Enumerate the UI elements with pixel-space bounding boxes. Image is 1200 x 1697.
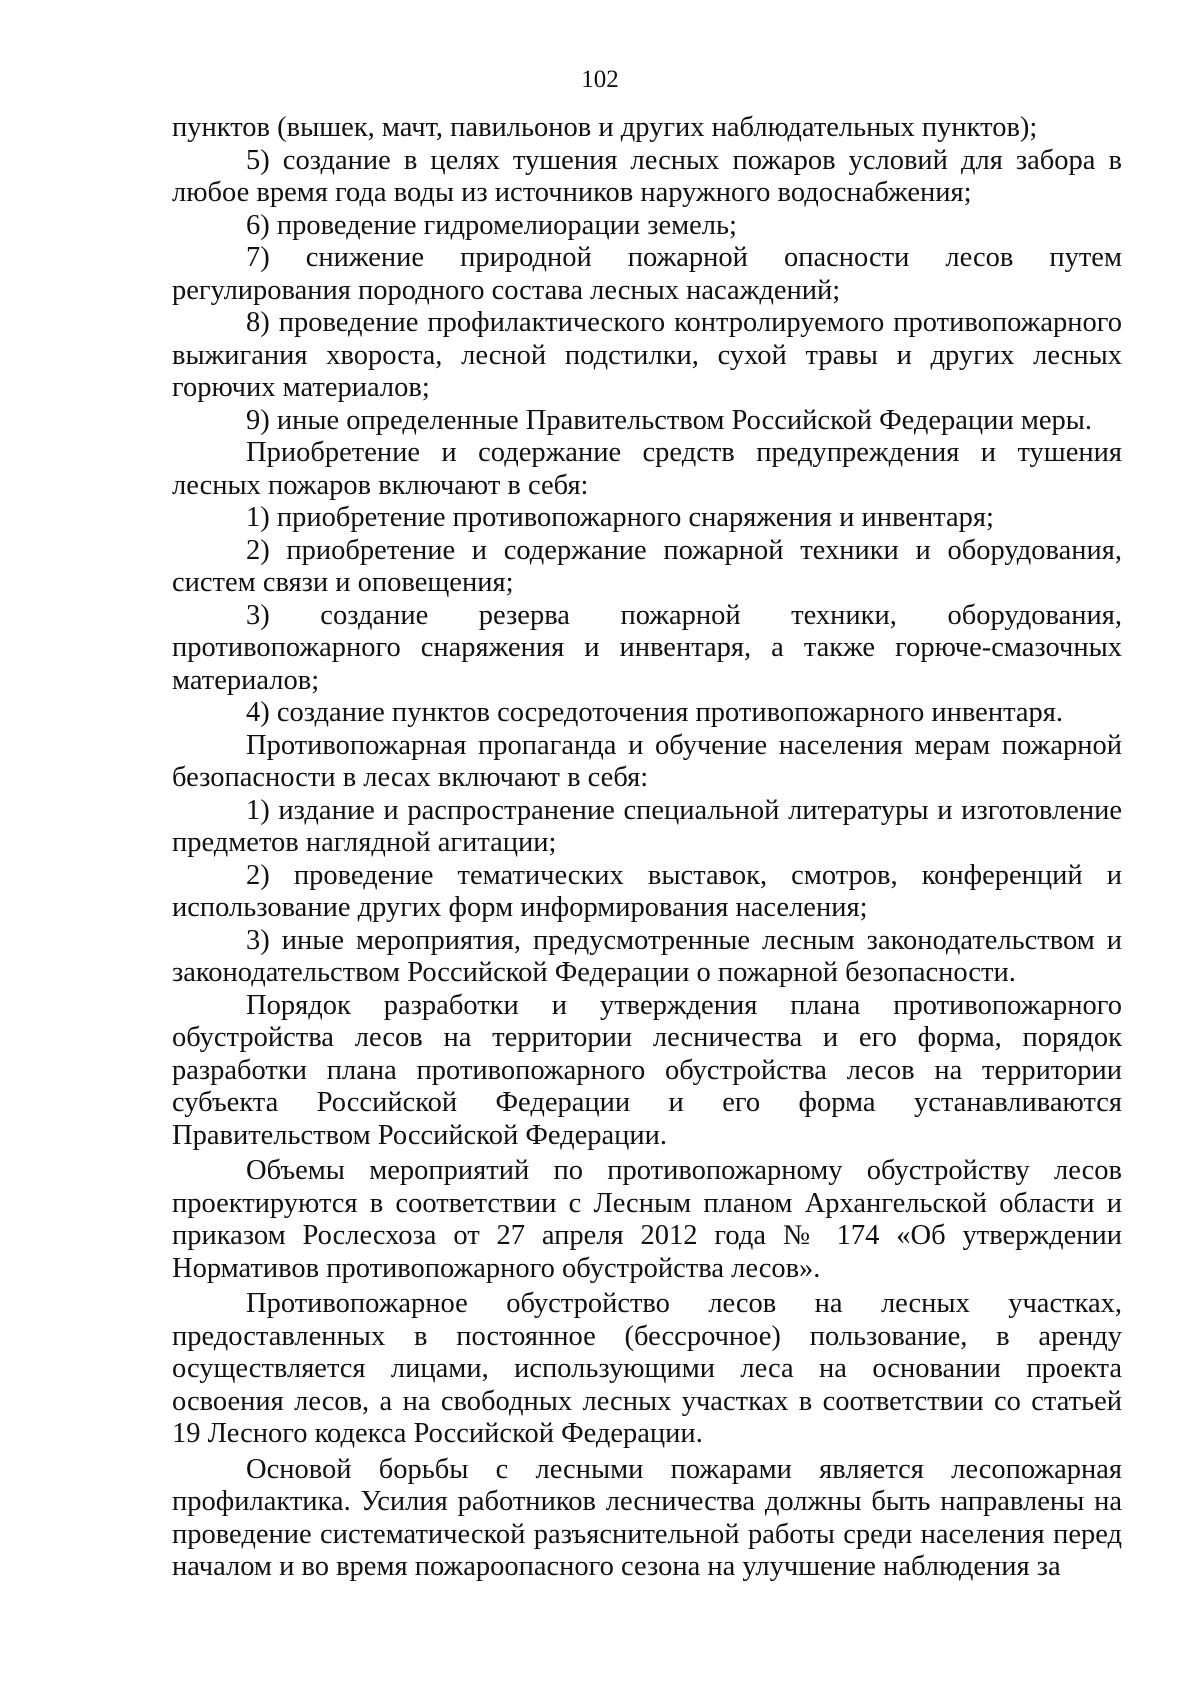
propaganda-item-1: 1) издание и распространение специальной литературы и изготовление предметов наглядной агитации; [172,794,1122,858]
propaganda-item-2: 2) проведение тематических выставок, смотров, конференций и использование других форм информирования населения; [172,859,1122,923]
equipment-item-4: 4) создание пунктов сосредоточения противопожарного инвентаря. [246,697,1064,728]
paragraph-propaganda-intro: Противопожарная пропаганда и обучение населения мерам пожарной безопасности в лесах включают в себя: [172,729,1122,793]
list-item-6: 6) проведение гидромелиорации земель; [246,209,737,241]
list-item-8: 8) проведение профилактического контролируемого противопожарного выжигания хвороста, лесной подстилки, сухой травы и других лесных горючих материалов; [172,307,1122,403]
paragraph-prevention-basis: Основой борьбы с лесными пожарами является лесопожарная профилактика. Усилия работников лесничества должны быть направлены на проведение систематической разъяснительной работы среди населения перед началом и во время пожароопасного сезона на улучшение наблюдения за [172,1453,1122,1582]
paragraph-volumes: Объемы мероприятий по противопожарному обустройству лесов проектируются в соответствии с Лесным планом Архангельской области и приказом Рослесхоза от 27 апреля 2012 года № 174 «Об утверждении Нормативов противопожарного обустройства лесов». [172,1155,1122,1284]
equipment-item-2: 2) приобретение и содержание пожарной техники и оборудования, систем связи и оповещения; [172,534,1122,598]
paragraph-plan-procedure: Порядок разработки и утверждения плана противопожарного обустройства лесов на территории лесничества и его форма, порядок разработки плана противопожарного обустройства лесов на территории субъекта Российской Федерации и его форма устанавливаются Правительством Российской Федерации. [172,989,1122,1151]
list-item-5: 5) создание в целях тушения лесных пожаров условий для забора в любое время года воды из источников наружного водоснабжения; [172,144,1122,208]
page-number: 102 [581,66,619,93]
paragraph-fire-arrangement: Противопожарное обустройство лесов на лесных участках, предоставленных в постоянное (бессрочное) пользование, в аренду осуществляется лицами, использующими леса на основании проекта освоения лесов, а на свободных лесных участках в соответствии со статьей 19 Лесного кодекса Российской Федерации. [172,1288,1122,1449]
body-text [172,112,1122,1584]
propaganda-item-3: 3) иные мероприятия, предусмотренные лесным законодательством и законодательством Российской Федерации о пожарной безопасности. [172,924,1122,988]
list-item-9: 9) иные определенные Правительством Российской Федерации меры. [246,404,1093,436]
list-item-7: 7) снижение природной пожарной опасности лесов путем регулирования породного состава лесных насаждений; [172,242,1122,306]
equipment-item-3: 3) создание резерва пожарной техники, оборудования, противопожарного снаряжения и инвентаря, а также горюче-смазочных материалов; [172,599,1122,696]
paragraph-equipment-intro: Приобретение и содержание средств предупреждения и тушения лесных пожаров включают в себя: [172,437,1122,501]
equipment-item-1: 1) приобретение противопожарного снаряжения и инвентаря; [246,502,994,533]
paragraph-continuation: пунктов (вышек, мачт, павильонов и других наблюдательных пунктов); [172,112,1038,143]
